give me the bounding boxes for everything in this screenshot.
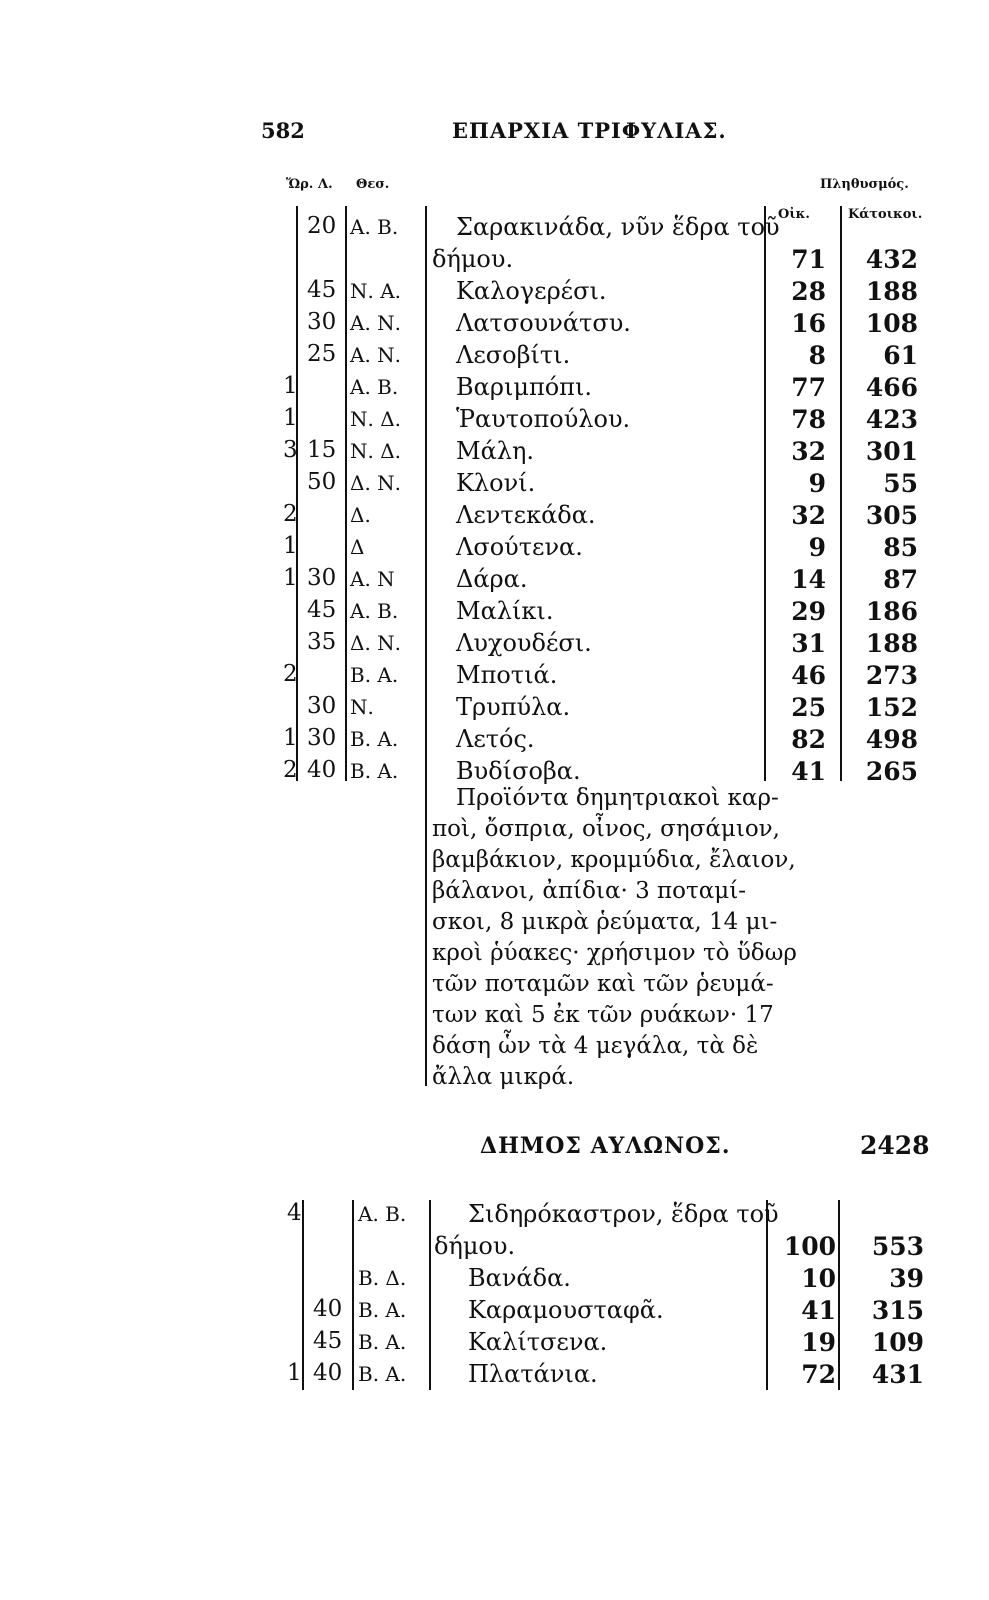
rule-left bbox=[296, 206, 298, 781]
hours-cell: 1 bbox=[283, 373, 298, 399]
village-name: Λατσουνάτσυ. bbox=[456, 309, 631, 337]
direction-cell: Ν. Δ. bbox=[350, 439, 402, 463]
col-inhabitants-header: Κάτοικοι. bbox=[848, 207, 923, 222]
direction-cell: Δ bbox=[350, 535, 365, 559]
direction-cell: Ν. Α. bbox=[350, 279, 402, 303]
minutes-cell: 45 bbox=[307, 597, 337, 623]
direction-cell: Α. Β. bbox=[350, 599, 399, 623]
village-name: Πλατάνια. bbox=[468, 1360, 598, 1388]
direction-cell: Α. Ν. bbox=[350, 311, 402, 335]
village-name: Σιδηρόκαστρον, ἕδρα τοῦ bbox=[468, 1200, 779, 1228]
village-name: Μαλίκι. bbox=[456, 597, 554, 625]
direction-cell: Ν. Δ. bbox=[350, 407, 402, 431]
rule-dir-2 bbox=[429, 1200, 431, 1390]
paragraph-line: τῶν ποταμῶν καὶ τῶν ῥευμά- bbox=[432, 971, 774, 997]
houses-cell: 32 bbox=[791, 437, 826, 466]
inhabitants-cell: 188 bbox=[865, 629, 918, 658]
houses-cell: 41 bbox=[801, 1296, 836, 1325]
minutes-cell: 30 bbox=[307, 725, 337, 751]
minutes-cell: 40 bbox=[313, 1360, 343, 1386]
village-name-cont: δήμου. bbox=[434, 1232, 516, 1260]
inhabitants-cell: 553 bbox=[871, 1232, 924, 1261]
direction-cell: Β. Α. bbox=[358, 1330, 407, 1354]
houses-cell: 46 bbox=[791, 661, 826, 690]
col-hours-header: Ὥρ. bbox=[286, 177, 314, 192]
village-name: Βυδίσοβα. bbox=[456, 757, 581, 785]
inhabitants-cell: 108 bbox=[865, 309, 918, 338]
houses-cell: 77 bbox=[791, 373, 826, 402]
rule-inhabitants bbox=[840, 206, 842, 781]
minutes-cell: 45 bbox=[313, 1328, 343, 1354]
houses-cell: 71 bbox=[791, 245, 826, 274]
village-name-cont: δήμου. bbox=[432, 245, 514, 273]
houses-cell: 9 bbox=[808, 469, 826, 498]
minutes-cell: 15 bbox=[307, 437, 337, 463]
paragraph-line: ποὶ, ὄσπρια, οἶνος, σησάμιον, bbox=[432, 816, 780, 842]
houses-cell: 32 bbox=[791, 501, 826, 530]
rule-left-2 bbox=[302, 1200, 304, 1390]
minutes-cell: 30 bbox=[307, 693, 337, 719]
col-position-header: Θεσ. bbox=[356, 177, 390, 192]
hours-cell: 4 bbox=[287, 1200, 302, 1226]
paragraph-line: κροὶ ῥύακες· χρήσιμον τὸ ὕδωρ bbox=[432, 940, 797, 966]
hours-cell: 2 bbox=[283, 661, 298, 687]
direction-cell: Ν. bbox=[350, 695, 374, 719]
houses-cell: 82 bbox=[791, 725, 826, 754]
rule-houses-2 bbox=[766, 1200, 768, 1390]
inhabitants-cell: 423 bbox=[865, 405, 918, 434]
houses-cell: 31 bbox=[791, 629, 826, 658]
hours-cell: 2 bbox=[283, 757, 298, 783]
paragraph-line: Προϊόντα δημητριακοὶ καρ- bbox=[456, 785, 779, 811]
houses-cell: 14 bbox=[791, 565, 826, 594]
rule-minutes bbox=[345, 206, 347, 781]
inhabitants-cell: 152 bbox=[865, 693, 918, 722]
village-name: Τρυπύλα. bbox=[456, 693, 571, 721]
minutes-cell: 40 bbox=[313, 1296, 343, 1322]
houses-cell: 10 bbox=[801, 1264, 836, 1293]
minutes-cell: 50 bbox=[307, 469, 337, 495]
village-name: Δάρα. bbox=[456, 565, 528, 593]
direction-cell: Α. Ν bbox=[350, 567, 395, 591]
minutes-cell: 20 bbox=[307, 213, 337, 239]
village-name: Λετός. bbox=[456, 725, 535, 753]
rule-minutes-2 bbox=[352, 1200, 354, 1390]
houses-cell: 28 bbox=[791, 277, 826, 306]
direction-cell: Β. Α. bbox=[350, 727, 399, 751]
direction-cell: Β. Α. bbox=[358, 1362, 407, 1386]
houses-cell: 8 bbox=[808, 341, 826, 370]
village-name: Κλονί. bbox=[456, 469, 536, 497]
village-name: Βανάδα. bbox=[468, 1264, 571, 1292]
hours-cell: 3 bbox=[283, 437, 298, 463]
direction-cell: Α. Ν. bbox=[350, 343, 402, 367]
col-houses-header: Οἰκ. bbox=[778, 207, 810, 222]
village-name: Μάλη. bbox=[456, 437, 534, 465]
inhabitants-cell: 186 bbox=[865, 597, 918, 626]
houses-cell: 9 bbox=[808, 533, 826, 562]
houses-cell: 19 bbox=[801, 1328, 836, 1357]
village-name: Λυχουδέσι. bbox=[456, 629, 592, 657]
col-population-header: Πληθυσμός. bbox=[820, 177, 909, 192]
inhabitants-cell: 273 bbox=[865, 661, 918, 690]
inhabitants-cell: 432 bbox=[865, 245, 918, 274]
minutes-cell: 35 bbox=[307, 629, 337, 655]
village-name: Λσούτενα. bbox=[456, 533, 583, 561]
village-name: Μποτιά. bbox=[456, 661, 558, 689]
village-name: Καραμουσταφᾶ. bbox=[468, 1296, 664, 1324]
houses-cell: 78 bbox=[791, 405, 826, 434]
direction-cell: Α. Β. bbox=[350, 375, 399, 399]
minutes-cell: 25 bbox=[307, 341, 337, 367]
paragraph-line: σκοι, 8 μικρὰ ῥεύματα, 14 μι- bbox=[432, 909, 778, 935]
section2-total: 2428 bbox=[860, 1131, 930, 1160]
hours-cell: 1 bbox=[283, 405, 298, 431]
hours-cell: 1 bbox=[287, 1360, 302, 1386]
houses-cell: 100 bbox=[783, 1232, 836, 1261]
direction-cell: Α. Β. bbox=[350, 215, 399, 239]
inhabitants-cell: 315 bbox=[871, 1296, 924, 1325]
col-minutes-header: Λ. bbox=[318, 177, 333, 192]
village-name: Σαρακινάδα, νῦν ἕδρα τοῦ bbox=[456, 213, 780, 241]
page-title: ΕΠΑΡΧΙΑ ΤΡΙΦΥΛΙΑΣ. bbox=[452, 118, 727, 143]
minutes-cell: 45 bbox=[307, 277, 337, 303]
direction-cell: Δ. Ν. bbox=[350, 471, 402, 495]
village-name: Βαριμπόπι. bbox=[456, 373, 592, 401]
section2-title: ΔΗΜΟΣ ΑΥΛΩΝΟΣ. bbox=[480, 1133, 731, 1159]
page-number: 582 bbox=[261, 118, 305, 143]
direction-cell: Β. Α. bbox=[350, 759, 399, 783]
paragraph-line: δάση ὧν τὰ 4 μεγάλα, τὰ δὲ bbox=[432, 1033, 759, 1059]
rule-inhabitants-2 bbox=[838, 1200, 840, 1390]
inhabitants-cell: 265 bbox=[865, 757, 918, 786]
minutes-cell: 30 bbox=[307, 565, 337, 591]
paragraph-line: βαμβάκιον, κρομμύδια, ἔλαιον, bbox=[432, 847, 796, 873]
houses-cell: 72 bbox=[801, 1360, 836, 1389]
inhabitants-cell: 305 bbox=[865, 501, 918, 530]
inhabitants-cell: 301 bbox=[865, 437, 918, 466]
inhabitants-cell: 109 bbox=[871, 1328, 924, 1357]
inhabitants-cell: 188 bbox=[865, 277, 918, 306]
village-name: Καλογερέσι. bbox=[456, 277, 607, 305]
inhabitants-cell: 87 bbox=[883, 565, 918, 594]
houses-cell: 25 bbox=[791, 693, 826, 722]
houses-cell: 29 bbox=[791, 597, 826, 626]
inhabitants-cell: 61 bbox=[883, 341, 918, 370]
paragraph-line: των καὶ 5 ἐκ τῶν ρυάκων· 17 bbox=[432, 1002, 774, 1028]
inhabitants-cell: 85 bbox=[883, 533, 918, 562]
direction-cell: Δ. Ν. bbox=[350, 631, 402, 655]
inhabitants-cell: 466 bbox=[865, 373, 918, 402]
inhabitants-cell: 39 bbox=[889, 1264, 924, 1293]
rule-dir bbox=[425, 206, 427, 1086]
hours-cell: 1 bbox=[283, 533, 298, 559]
direction-cell: Β. Α. bbox=[350, 663, 399, 687]
village-name: Καλίτσενα. bbox=[468, 1328, 608, 1356]
rule-houses bbox=[764, 206, 766, 781]
village-name: Ῥαυτοπούλου. bbox=[456, 405, 631, 433]
inhabitants-cell: 431 bbox=[871, 1360, 924, 1389]
houses-cell: 41 bbox=[791, 757, 826, 786]
hours-cell: 1 bbox=[283, 565, 298, 591]
paragraph-line: βάλανοι, ἀπίδια· 3 ποταμί- bbox=[432, 878, 746, 904]
direction-cell: Α. Β. bbox=[358, 1202, 407, 1226]
village-name: Λεντεκάδα. bbox=[456, 501, 596, 529]
minutes-cell: 40 bbox=[307, 757, 337, 783]
inhabitants-cell: 55 bbox=[883, 469, 918, 498]
direction-cell: Δ. bbox=[350, 503, 371, 527]
hours-cell: 1 bbox=[283, 725, 298, 751]
direction-cell: Β. Α. bbox=[358, 1298, 407, 1322]
paragraph-line: ἄλλα μικρά. bbox=[432, 1064, 575, 1090]
inhabitants-cell: 498 bbox=[865, 725, 918, 754]
hours-cell: 2 bbox=[283, 501, 298, 527]
direction-cell: Β. Δ. bbox=[358, 1266, 407, 1290]
minutes-cell: 30 bbox=[307, 309, 337, 335]
houses-cell: 16 bbox=[791, 309, 826, 338]
village-name: Λεσοβίτι. bbox=[456, 341, 571, 369]
products-paragraph bbox=[432, 783, 797, 1093]
